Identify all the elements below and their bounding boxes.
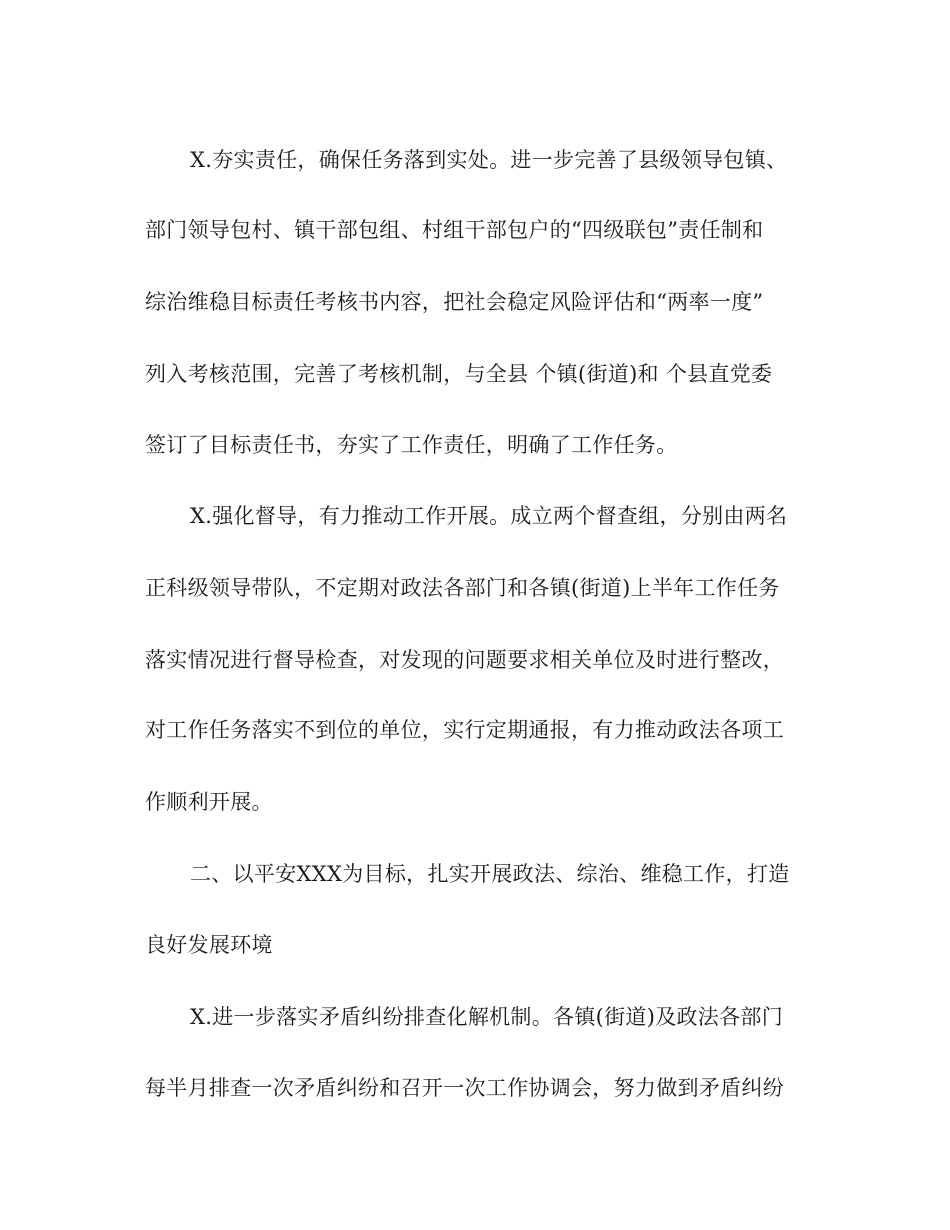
paragraph-2-line-4: 对工作任务落实不到位的单位，实行定期通报，有力推动政法各项工 — [145, 718, 784, 742]
paragraph-2-line-5: 作顺利开展。 — [145, 790, 273, 814]
paragraph-2-line-2: 正科级领导带队，不定期对政法各部门和各镇(街道)上半年工作任务 — [145, 576, 780, 600]
section-heading-line-1: 二、以平安XXX为目标，扎实开展政法、综治、维稳工作，打造 — [190, 862, 790, 886]
paragraph-1-line-3: 综治维稳目标责任考核书内容，把社会稳定风险评估和“两率一度” — [145, 290, 764, 314]
paragraph-1-line-5: 签订了目标责任书，夯实了工作责任，明确了工作任务。 — [145, 433, 678, 457]
paragraph-3-line-2: 每半月排查一次矛盾纠纷和召开一次工作协调会，努力做到矛盾纠纷 — [145, 1076, 784, 1100]
paragraph-1-line-2: 部门领导包村、镇干部包组、村组干部包户的“四级联包”责任制和 — [145, 218, 764, 242]
paragraph-3-line-1: X.进一步落实矛盾纠纷排查化解机制。各镇(街道)及政法各部门 — [190, 1005, 784, 1029]
paragraph-2-line-1: X.强化督导，有力推动工作开展。成立两个督查组，分别由两名 — [190, 504, 788, 528]
paragraph-1-line-4: 列入考核范围，完善了考核机制，与全县 个镇(街道)和 个县直党委 — [145, 362, 773, 386]
section-heading-line-2: 良好发展环境 — [145, 933, 273, 957]
paragraph-2-line-3: 落实情况进行督导检查，对发现的问题要求相关单位及时进行整改， — [145, 648, 784, 672]
paragraph-1-line-1: X.夯实责任，确保任务落到实处。进一步完善了县级领导包镇、 — [190, 148, 788, 172]
